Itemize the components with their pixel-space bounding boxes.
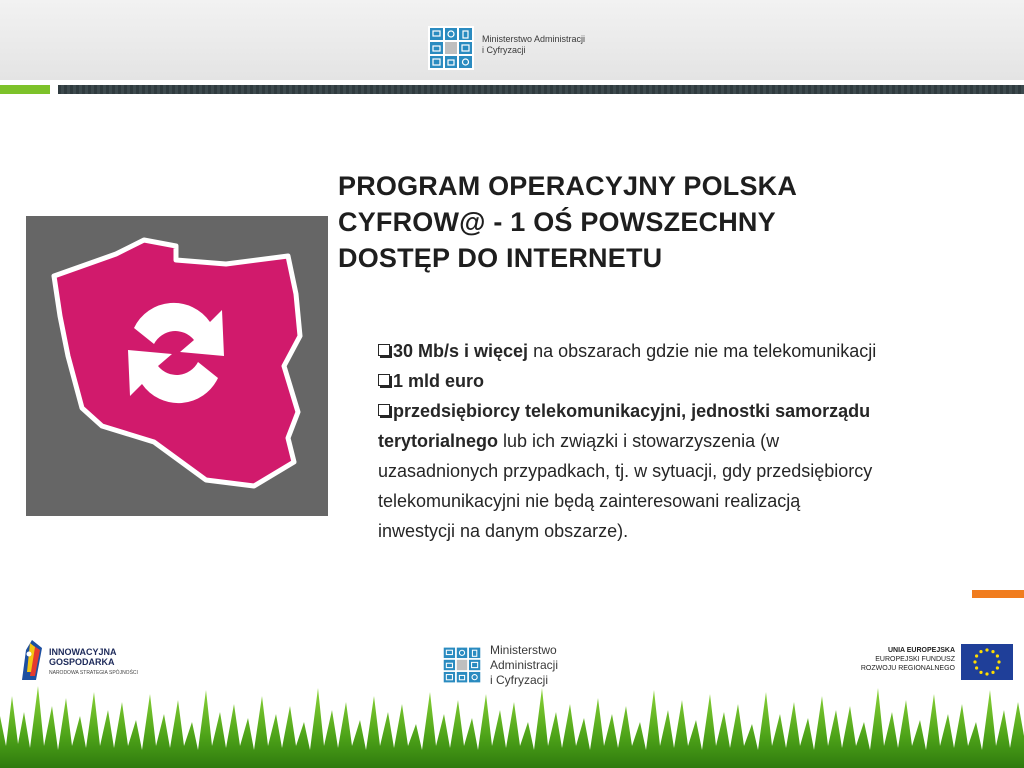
eu-line1: UNIA EUROPEJSKA [887,647,955,654]
map-panel [26,216,328,516]
innovative-economy-logo-icon [22,640,42,680]
footer-org-line3: i Cyfryzacji [490,673,549,687]
bullet-text: lub ich związki i stowarzyszenia (w uzasadnionych przypadkach, tj. w sytuacji, gdy przedsiębiorcy telekomunikacyjni nie będą zainteresowani realizacją inwestycji na danym obszarze). [378,431,873,541]
bullet-item-beneficiaries [378,396,878,546]
slide-title-line3: DOSTĘP DO INTERNETU [338,243,663,273]
checkbox-bullet-icon [378,374,390,386]
header-org-line1: Ministerstwo Administracji [482,34,586,44]
footer-org-line1: Ministerstwo [490,643,557,657]
eu-fund-text [840,646,955,673]
checkbox-bullet-icon [378,344,390,356]
bullet-bold: 30 Mb/s i więcej [393,341,529,361]
ig-subline: NARODOWA STRATEGIA SPÓJNOŚCI [49,670,138,676]
bullet-item-budget [378,366,878,396]
bullet-text: na obszarach gdzie nie ma telekomunikacji [528,341,877,361]
bullet-item-speed [378,336,878,366]
header-org-name [482,34,585,56]
slide-title-line1: PROGRAM OPERACYJNY POLSKA [338,171,798,201]
eu-line2: EUROPEJSKI FUNDUSZ [875,656,955,663]
eu-flag-icon [961,644,1013,680]
accent-green-bar [0,85,50,94]
eu-line3: ROZWOJU REGIONALNEGO [860,665,955,672]
grass-decoration [0,676,1024,768]
ig-line1: INNOWACYJNA [49,647,117,657]
footer-org-line2: Administracji [490,658,559,672]
checkbox-bullet-icon [378,404,390,416]
ministry-logo-icon [428,26,474,70]
accent-dark-bar [58,85,1024,94]
bullet-list [378,336,878,546]
bullet-bold: przedsiębiorcy telekomunikacyjni, jednostki samorządu terytorialnego [378,401,871,451]
slide-title-line2: CYFROW@ - 1 OŚ POWSZECHNY [338,207,776,237]
innovative-economy-text [49,647,138,678]
ig-line2: GOSPODARKA [49,657,115,667]
poland-map-icon [26,216,328,516]
bullet-bold: 1 mld euro [393,371,485,391]
accent-orange-dash [972,590,1024,598]
slide-title [338,168,898,276]
header-org-line2: i Cyfryzacji [482,45,526,55]
